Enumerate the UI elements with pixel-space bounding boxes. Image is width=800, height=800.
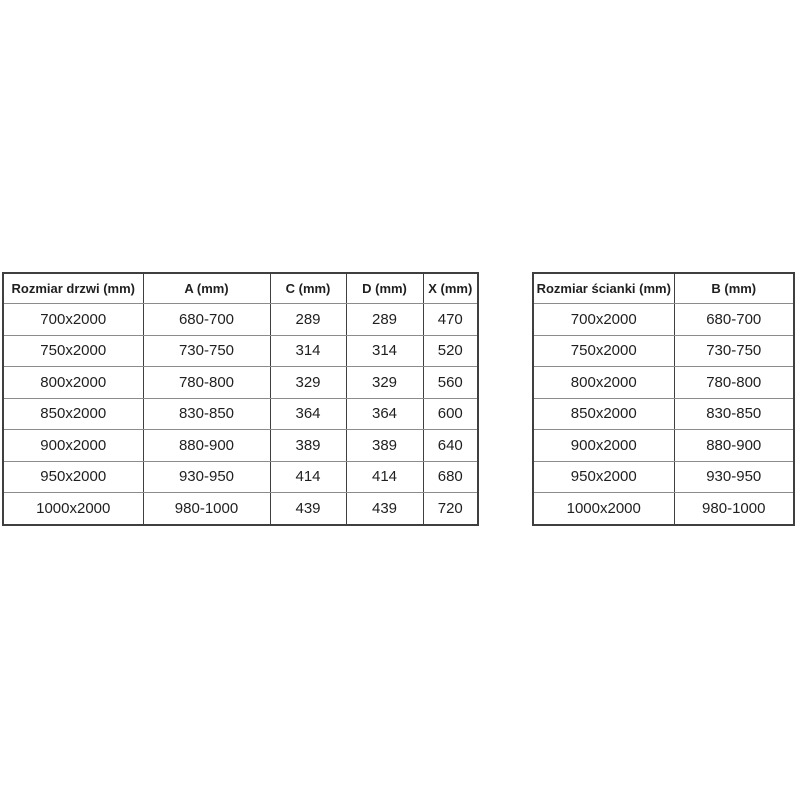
table-cell: 700x2000 [533,304,674,336]
table-cell: 289 [346,304,423,336]
header-row [533,273,794,304]
table-cell: 364 [270,398,346,430]
table-row [533,335,794,367]
table-cell: 364 [346,398,423,430]
table-cell: 830-850 [674,398,794,430]
table-row [3,367,478,399]
table-row [533,398,794,430]
wall-sizes-table [532,272,795,526]
table-cell: 1000x2000 [533,493,674,525]
table-cell: 950x2000 [533,461,674,493]
table-row [533,430,794,462]
table-row [3,335,478,367]
column-header: X (mm) [423,273,478,304]
table-cell: 414 [270,461,346,493]
table-cell: 560 [423,367,478,399]
table-cell: 730-750 [143,335,270,367]
table-cell: 680 [423,461,478,493]
table-cell: 730-750 [674,335,794,367]
table-cell: 900x2000 [3,430,143,462]
table-cell: 314 [270,335,346,367]
table-cell: 414 [346,461,423,493]
table-row [3,461,478,493]
column-header: Rozmiar ścianki (mm) [533,273,674,304]
table-cell: 439 [270,493,346,525]
table-cell: 470 [423,304,478,336]
table-cell: 850x2000 [533,398,674,430]
table-row [533,367,794,399]
table-cell: 930-950 [143,461,270,493]
table-cell: 680-700 [674,304,794,336]
table-cell: 800x2000 [3,367,143,399]
table-cell: 950x2000 [3,461,143,493]
table-cell: 900x2000 [533,430,674,462]
column-header: C (mm) [270,273,346,304]
table-row [3,304,478,336]
table-cell: 750x2000 [3,335,143,367]
table-row [3,493,478,525]
column-header: D (mm) [346,273,423,304]
table-cell: 700x2000 [3,304,143,336]
door-sizes-table [2,272,479,526]
column-header: Rozmiar drzwi (mm) [3,273,143,304]
table-cell: 680-700 [143,304,270,336]
table-cell: 600 [423,398,478,430]
table-row [3,430,478,462]
table-cell: 880-900 [674,430,794,462]
table-cell: 329 [270,367,346,399]
table-cell: 1000x2000 [3,493,143,525]
table-cell: 830-850 [143,398,270,430]
table-cell: 780-800 [674,367,794,399]
column-header: A (mm) [143,273,270,304]
table-row [3,398,478,430]
table-cell: 880-900 [143,430,270,462]
table-cell: 520 [423,335,478,367]
header-row [3,273,478,304]
table-cell: 389 [270,430,346,462]
table-row [533,493,794,525]
table-cell: 329 [346,367,423,399]
table-cell: 314 [346,335,423,367]
table-cell: 850x2000 [3,398,143,430]
table-cell: 930-950 [674,461,794,493]
table-cell: 439 [346,493,423,525]
table-row [533,461,794,493]
table-cell: 800x2000 [533,367,674,399]
table-row [533,304,794,336]
table-cell: 720 [423,493,478,525]
table-cell: 750x2000 [533,335,674,367]
table-cell: 640 [423,430,478,462]
table-cell: 980-1000 [674,493,794,525]
table-cell: 980-1000 [143,493,270,525]
table-cell: 289 [270,304,346,336]
table-cell: 389 [346,430,423,462]
column-header: B (mm) [674,273,794,304]
table-cell: 780-800 [143,367,270,399]
